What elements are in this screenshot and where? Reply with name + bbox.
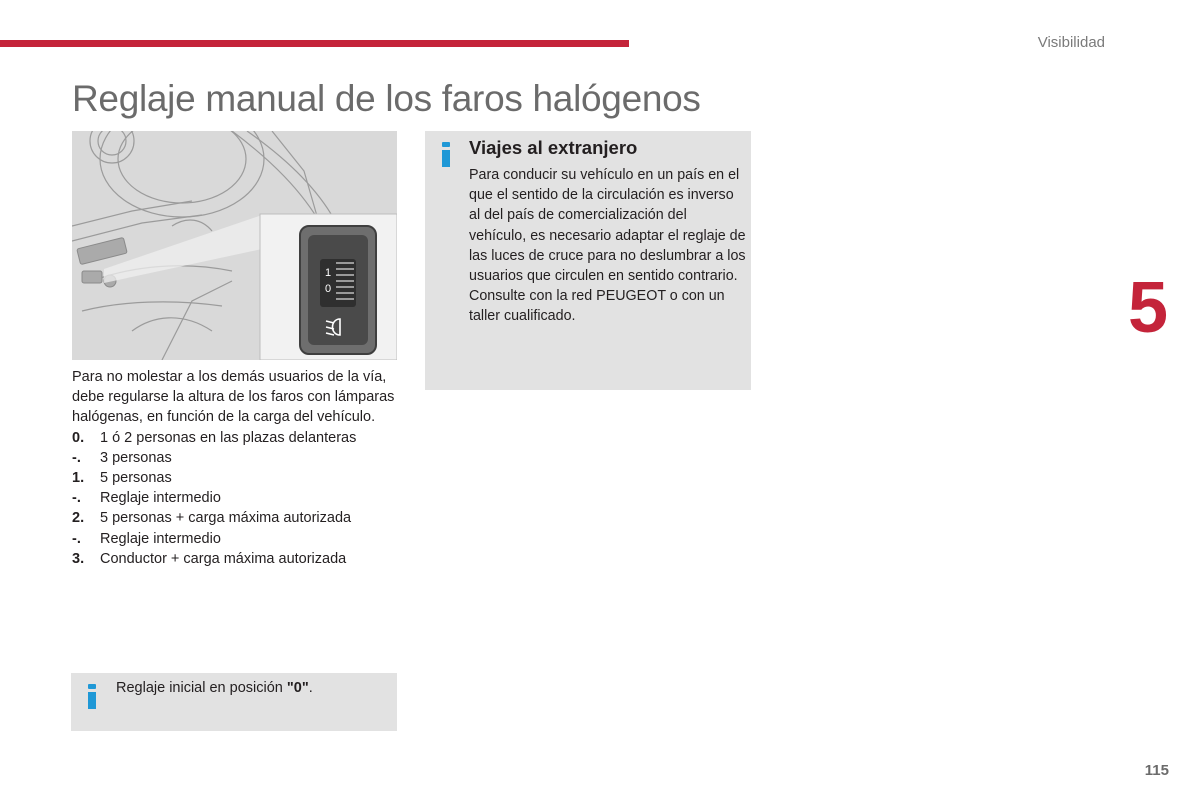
list-item xyxy=(72,428,402,448)
note-box-initial-setting xyxy=(71,673,397,731)
note-text-value: "0" xyxy=(286,680,309,696)
list-item xyxy=(72,508,402,528)
item-key: 0. xyxy=(72,429,85,446)
item-key: 1. xyxy=(72,470,85,487)
note-text xyxy=(116,680,313,696)
info-icon xyxy=(88,684,97,709)
dial-label-0: 0 xyxy=(325,283,332,295)
section-label: Visibilidad xyxy=(1037,34,1105,51)
body-text xyxy=(72,367,402,569)
dial-label-1: 1 xyxy=(325,267,332,279)
info-box-travel-abroad xyxy=(425,131,751,390)
list-item xyxy=(72,448,402,468)
page-number: 115 xyxy=(1144,762,1169,779)
item-key: 3. xyxy=(72,550,85,567)
item-text: 1 ó 2 personas en las plazas delanteras xyxy=(100,429,357,446)
item-text: 3 personas xyxy=(100,449,172,466)
chapter-number: 5 xyxy=(1128,268,1169,348)
item-text: Reglaje intermedio xyxy=(100,490,221,507)
item-key: -. xyxy=(72,490,81,507)
info-icon xyxy=(442,142,451,167)
intro-paragraph: Para no molestar a los demás usuarios de la vía, debe regularse la altura de los faros con lámparas halógenas, en función de la carga del vehículo. xyxy=(72,369,395,426)
item-key: -. xyxy=(72,449,81,466)
item-text: 5 personas xyxy=(100,470,172,487)
info-box-body: Para conducir su vehículo en un país en el que el sentido de la circulación es inverso al del país de comercialización del vehículo, es necesario adaptar el reglaje de las luces de cruce para no deslumbrar a los usuarios que circulen en sentido contrario. Consulte con la red PEUGEOT o con un taller cualificado. xyxy=(469,167,746,325)
list-item xyxy=(72,488,402,508)
list-item xyxy=(72,549,402,569)
headlamp-adjuster-illustration xyxy=(72,131,397,360)
item-text: Reglaje intermedio xyxy=(100,530,221,547)
list-item xyxy=(72,468,402,488)
load-settings-list xyxy=(72,428,402,569)
note-text-suffix: . xyxy=(308,680,313,696)
item-text: Conductor + carga máxima autorizada xyxy=(100,550,347,567)
info-box-title: Viajes al extranjero xyxy=(469,137,638,158)
header-accent-bar xyxy=(0,40,629,47)
list-item xyxy=(72,529,402,549)
item-key: 2. xyxy=(72,510,85,527)
page-title: Reglaje manual de los faros halógenos xyxy=(72,78,701,119)
item-text: 5 personas + carga máxima autorizada xyxy=(100,510,352,527)
info-box-text xyxy=(469,165,747,327)
note-text-prefix: Reglaje inicial en posición xyxy=(116,680,287,696)
item-key: -. xyxy=(72,530,81,547)
